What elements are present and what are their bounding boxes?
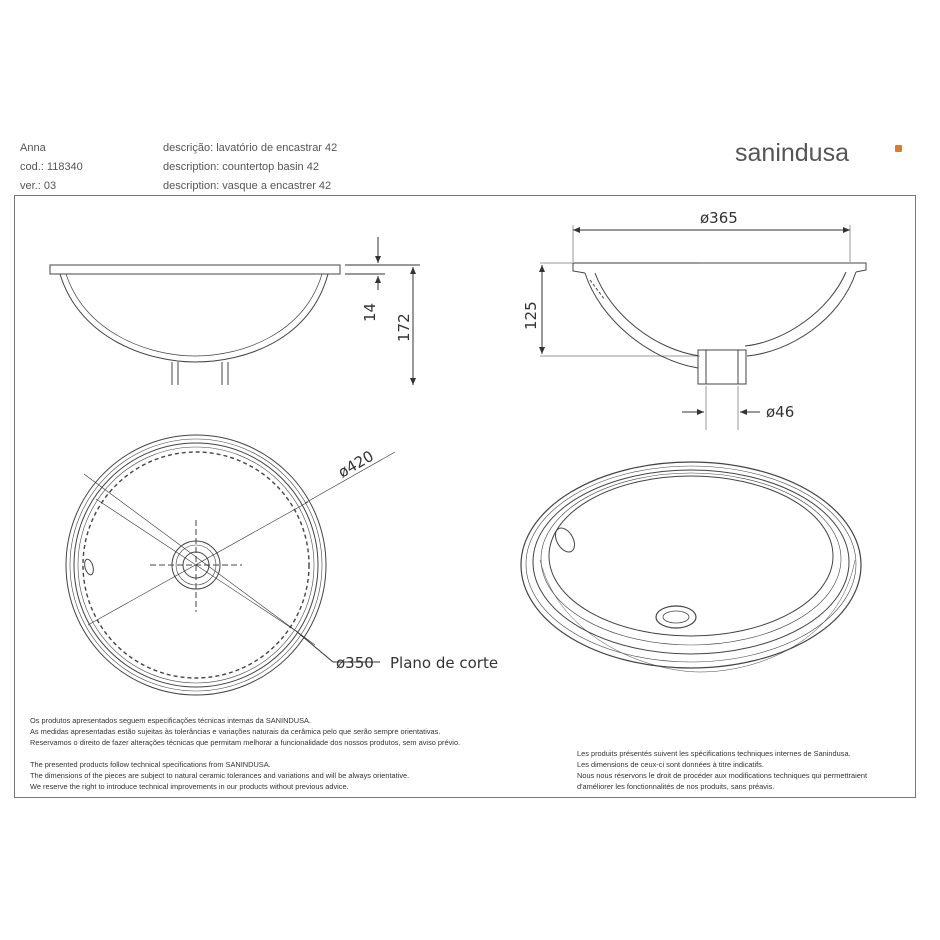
note-line: The dimensions of the pieces are subject to natural ceramic tolerances and variations and will be always orientative.: [30, 771, 410, 780]
product-name: Anna: [20, 142, 46, 154]
dimension-125: 125: [522, 301, 540, 330]
plan-dimensions: [84, 452, 395, 662]
front-elevation-view: [50, 265, 340, 385]
dimension-14: 14: [361, 302, 379, 322]
section-dimensions: [540, 225, 850, 430]
product-version: ver.: 03: [20, 180, 57, 192]
note-line: Reservamos o direito de fazer alterações técnicas que permitam melhorar a funcionalidade dos nossos produtos, sem aviso prévio.: [30, 738, 461, 747]
dimension-diameter-350: ø350: [336, 654, 374, 672]
height-dimensions: [345, 237, 420, 385]
section-plane-label: Plano de corte: [390, 654, 499, 672]
description-pt: descrição: lavatório de encastrar 42: [163, 142, 338, 154]
perspective-view: [521, 462, 861, 672]
notes-portuguese: [30, 715, 460, 748]
note-line: Nous nous réservons le droit de procéder aux modifications techniques qui permettraient: [577, 771, 868, 780]
notes-french: [577, 748, 867, 792]
note-line: The presented products follow technical specifications from SANINDUSA.: [30, 760, 271, 769]
dimension-diameter-46: ø46: [766, 403, 795, 421]
product-code: cod.: 118340: [20, 161, 83, 173]
note-line: Les dimensions de ceux-ci sont données à titre indicatifs.: [577, 760, 764, 769]
description-en: description: countertop basin 42: [163, 161, 319, 173]
dimension-diameter-365: ø365: [700, 209, 738, 227]
dimension-diameter-420: ø420: [335, 446, 377, 482]
logo-text-indusa: indusa: [775, 139, 849, 167]
note-line: We reserve the right to introduce technical improvements in our products without previous advice.: [30, 782, 349, 791]
logo-text-san: san: [735, 139, 776, 167]
note-line: Os produtos apresentados seguem especificações técnicas internas da SANINDUSA.: [30, 716, 311, 725]
note-line: d'améliorer les fonctionnalités de nos produits, sans préavis.: [577, 782, 775, 791]
note-line: Les produits présentés suivent les spécifications techniques internes de Sanindusa.: [577, 749, 851, 758]
dimension-172: 172: [395, 313, 413, 342]
notes-english: [30, 759, 409, 792]
description-fr: description: vasque a encastrer 42: [163, 180, 332, 192]
section-view: [573, 263, 866, 384]
note-line: As medidas apresentadas estão sujeitas às tolerâncias e variações naturais da cerâmica pelo que serão sempre orientativas.: [30, 727, 441, 736]
